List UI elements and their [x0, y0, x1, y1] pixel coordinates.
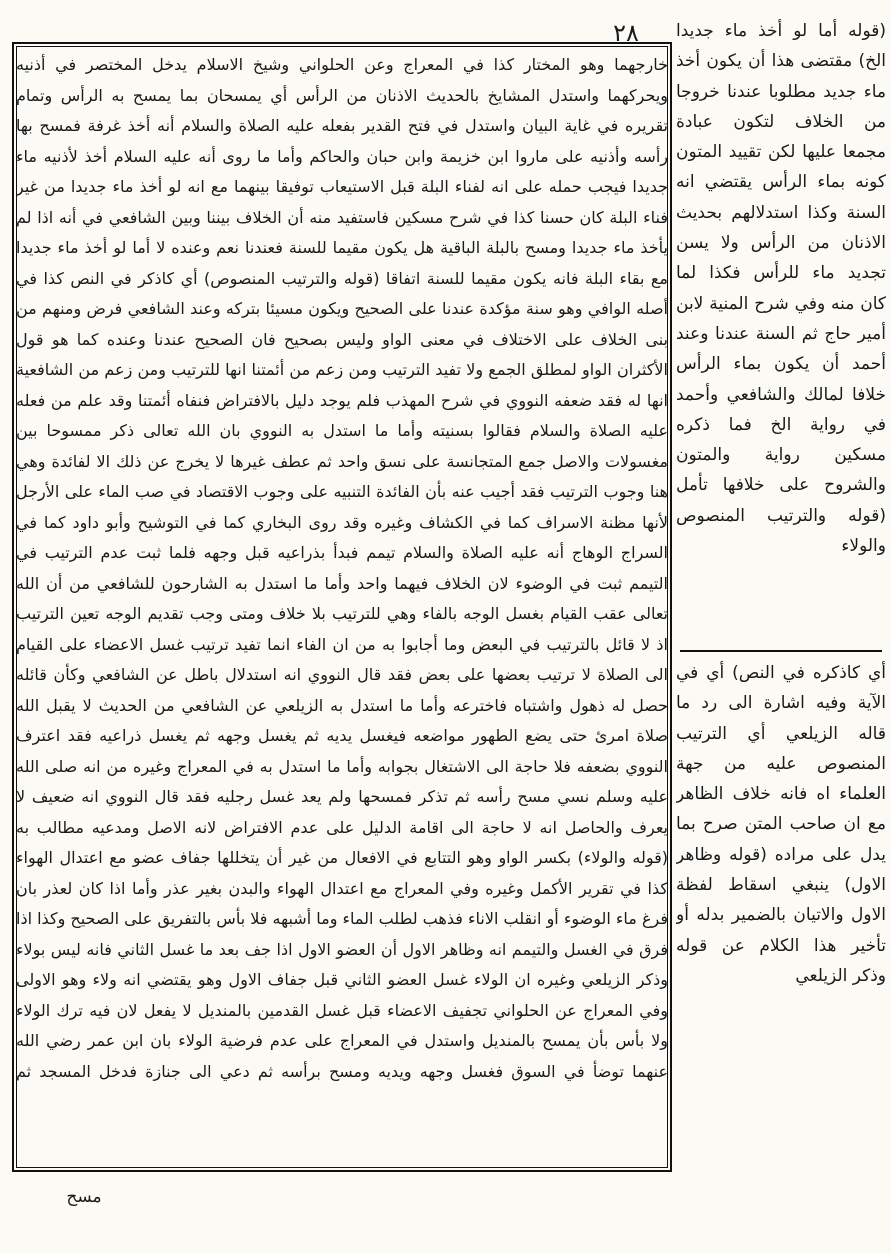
- margin-divider: [680, 650, 882, 652]
- margin-note-upper: (قوله أما لو أخذ ماء جديدا الخ) مقتضى هذا أن يكون أخذ ماء جديد مطلوبا عندنا خروجا من الخلاف لتكون عبادة مجمعا عليها لكن تقييد المتون كونه بماء الرأس يقتضي انه السنة وكذا استدلالهم بحديث الاذنان من الرأس ولا يسن تجديد ماء للرأس فكذا لما كان منه وفي شرح المنية لابن أمير حاج ثم السنة عندنا وعند أحمد أن يكون بماء الرأس خلافا لمالك والشافعي وأحمد في رواية الخ فما ذكره مسكين رواية والمتون والشروح على خلافها تأمل (قوله والترتيب المنصوص والولاء: [676, 21, 886, 557]
- margin-note-lower: أي كاذكره في النص) أي في الآية وفيه اشارة الى رد ما قاله الزيلعي أي الترتيب المنصوص عليه من جهة العلماء اه فانه خلاف الظاهر مع ان صاحب المتن صرح بما يدل على مراده (قوله وظاهر الاول) ينبغي اسقاط لفظة الاول والاتيان بالضمير بدله أو تأخير هذا الكلام عن قوله وذكر الزيلعي: [676, 663, 886, 986]
- main-text-paragraph: خارجهما وهو المختار كذا في المعراج وعن الحلواني وشيخ الاسلام يدخل المختصر في أذنيه ويحركهما واستدل المشايخ بالحديث الاذنان من الرأس أي يمسحان بما يمسح به الرأس وتمام تقريره في غاية البيان واستدل في فتح القدير بفعله عليه الصلاة والسلام أنه أخذ غرفة فمسح بها رأسه وأذنيه على ماروا ابن خزيمة وابن حبان والحاكم وأما ما روى أنه عليه السلام أخذ لأذنيه ماء جديدا فيجب حمله على انه لفناء البلة قبل الاستيعاب توفيقا بينهما مع انه لو أخذ ماء جديدا من غير فناء البلة كان حسنا كذا في شرح مسكين فاستفيد منه أن الخلاف بيننا وبين الشافعي في أنه اذا لم يأخذ ماء جديدا ومسح بالبلة الباقية هل يكون مقيما للسنة فعندنا نعم وعنده لا أما لو أخذ ماء جديدا مع بقاء البلة فانه يكون مقيما للسنة اتفاقا (قوله والترتيب المنصوص) أي كاذكر في النص كذا في أصله الوافي وهو سنة مؤكدة عندنا على الصحيح ويكون مسيئا بتركه وعند الشافعي فرض ومنهم من بنى الخلاف على الاختلاف في معنى الواو وليس بصحيح فان الصحيح عندنا وعنده كما هو قول الأكثران الواو لمطلق الجمع ولا تفيد الترتيب ومن زعم من أئمتنا انها للترتيب ومن زعم من الشافعية انها له فقد ضعفه النووي في شرح المهذب فلم يوجد دليل بالافتراض فنفاه أئمتنا وقد علم من فعله عليه الصلاة والسلام فقالوا بسنيته وأما ما استدل به النووي بان الله تعالى ذكر ممسوحا بين مغسولات والاصل جمع المتجانسة على نسق واحد ثم عطف غيرها لا يخرج عن ذلك الا لفائدة وهي هنا وجوب الترتيب فقد أجيب عنه بأن الفائدة التنبيه على وجوب الاقتصاد في صب الماء على الأرجل لأنها مظنة الاسراف كما في الكشاف وغيره وقد روى البخاري كما في التوشيح وأبو داود كما في السراج الوهاج أنه عليه الصلاة والسلام تيمم فبدأ بذراعيه قبل وجهه فلما ثبت عدم الترتيب في التيمم ثبت في الوضوء لان الخلاف فيهما واحد وأما ما استدل به الشارحون للشافعي من أن الله تعالى عقب القيام بغسل الوجه بالفاء وهي للترتيب بلا خلاف ومتى وجب تقديم الوجه تعين الترتيب اذ لا قائل بالترتيب في البعض وما أجابوا به من ان الفاء انما تفيد ترتيب غسل الاعضاء على القيام الى الصلاة لا ترتيب بعضها على بعض فقد قال النووي انه استدلال باطل عن الشافعي وكأن قائله حصل له ذهول واشتباه فاخترعه وأما ما استدل به الزيلعي عن الشافعي من الحديث لا يقبل الله صلاة امرئ حتى يضع الطهور مواضعه فيغسل يديه ثم يغسل وجهه ثم يغسل ذراعيه فقد اعترف النووي بضعفه فلا حاجة الى الاشتغال بجوابه وأما ما استدل به في المعراج وغيره من انه صلى الله عليه وسلم نسي مسح رأسه ثم تذكر فمسحها ولم يعد غسل رجليه فقد قال النووي انه ضعيف لا يعرف والحاصل انه لا حاجة الى اقامة الدليل على عدم الافتراض لانه الاصل ومدعيه مطالب به (قوله والولاء) بكسر الواو وهو التتابع في الافعال من غير أن يتخللها جفاف عضو مع اعتدال الهواء كذا في تقرير الأكمل وغيره وفي المعراج مع اعتدال الهواء والبدن بغير عذر وأما اذا كان لعذر بان فرغ ماء الوضوء أو انقلب الاناء فذهب لطلب الماء وما أشبهه فلا بأس بالتفريق على الصحيح وكذا اذا فرق في الغسل والتيمم انه وظاهر الاول أن العضو الاول اذا جف بعد ما غسل الثاني فانه ليس بولاء وذكر الزيلعي وغيره ان الولاء غسل العضو الثاني قبل جفاف الاول وهو يقتضي انه ولاء وهو الاولى وفي المعراج عن الحلواني تجفيف الاعضاء قبل غسل القدمين بالمنديل لا يفعل لان فيه ترك الولاء ولا بأس بأن يمسح بالمنديل واستدل في المعراج على عدم فرضية الولاء بان ابن عمر رضي الله عنهما توضأ في السوق فغسل وجهه ويديه ومسح برأسه ثم دعي الى جنازة فدخل المسجد ثم: [16, 55, 668, 1081]
- catchword: مسح: [66, 1187, 102, 1207]
- page-number: ٢٨: [613, 19, 639, 47]
- main-text-body: [16, 50, 668, 1166]
- margin-notes-column: [676, 16, 886, 1216]
